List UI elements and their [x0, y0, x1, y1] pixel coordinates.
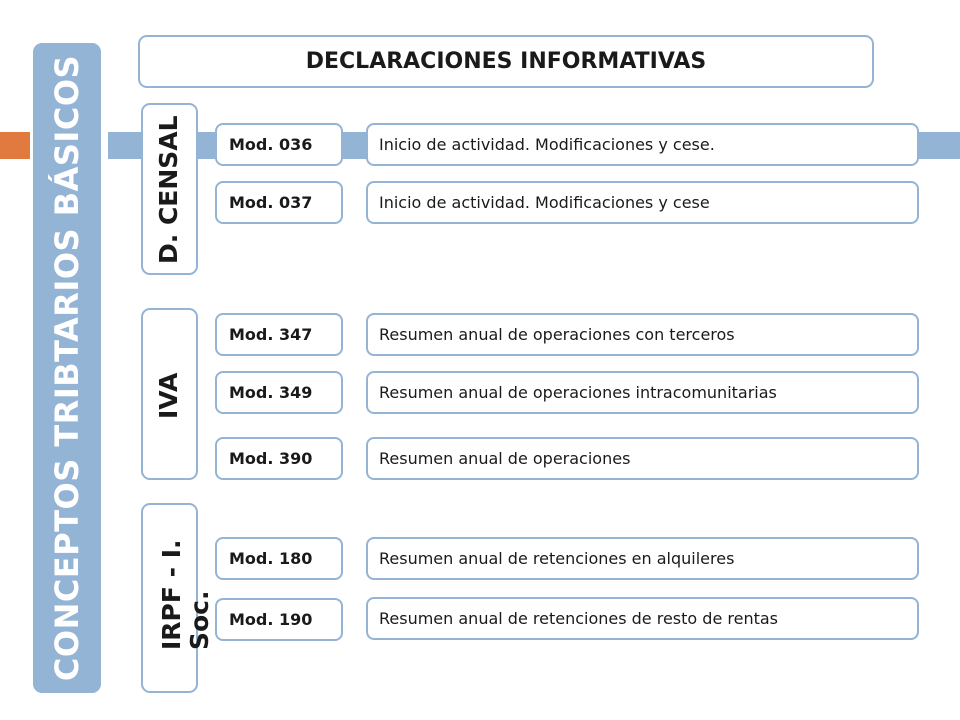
model-code: Mod. 349: [229, 383, 313, 402]
model-description: Resumen anual de operaciones intracomunitarias: [379, 383, 777, 402]
model-description: Resumen anual de retenciones de resto de rentas: [379, 609, 778, 628]
model-description: Inicio de actividad. Modificaciones y cese: [379, 193, 710, 212]
header-title: DECLARACIONES INFORMATIVAS: [305, 49, 707, 74]
model-190-description: [366, 597, 919, 640]
model-code: Mod. 190: [229, 610, 313, 629]
model-347: [215, 313, 343, 356]
model-code: Mod. 347: [229, 325, 313, 344]
model-190: [215, 598, 343, 641]
category-label-irpf: IRPF - I. Soc.: [157, 539, 214, 650]
category-label-censal: D. CENSAL: [154, 115, 183, 264]
accent-bar-orange: [0, 132, 30, 159]
model-description: Resumen anual de retenciones en alquileres: [379, 549, 735, 568]
model-349: [215, 371, 343, 414]
model-code: Mod. 390: [229, 449, 313, 468]
side-title: CONCEPTOS TRIBTARIOS BÁSICOS: [48, 54, 86, 682]
model-036-description: [366, 123, 919, 166]
model-037-description: [366, 181, 919, 224]
side-panel: [33, 43, 101, 693]
model-description: Resumen anual de operaciones: [379, 449, 631, 468]
model-description: Inicio de actividad. Modificaciones y cese.: [379, 135, 715, 154]
model-code: Mod. 036: [229, 135, 313, 154]
model-code: Mod. 180: [229, 549, 313, 568]
model-code: Mod. 037: [229, 193, 313, 212]
model-390-description: [366, 437, 919, 480]
model-180-description: [366, 537, 919, 580]
model-description: Resumen anual de operaciones con terceros: [379, 325, 735, 344]
model-349-description: [366, 371, 919, 414]
model-036: [215, 123, 343, 166]
model-037: [215, 181, 343, 224]
category-label-iva: IVA: [154, 372, 183, 419]
model-347-description: [366, 313, 919, 356]
model-390: [215, 437, 343, 480]
model-180: [215, 537, 343, 580]
header-box: [138, 35, 874, 88]
